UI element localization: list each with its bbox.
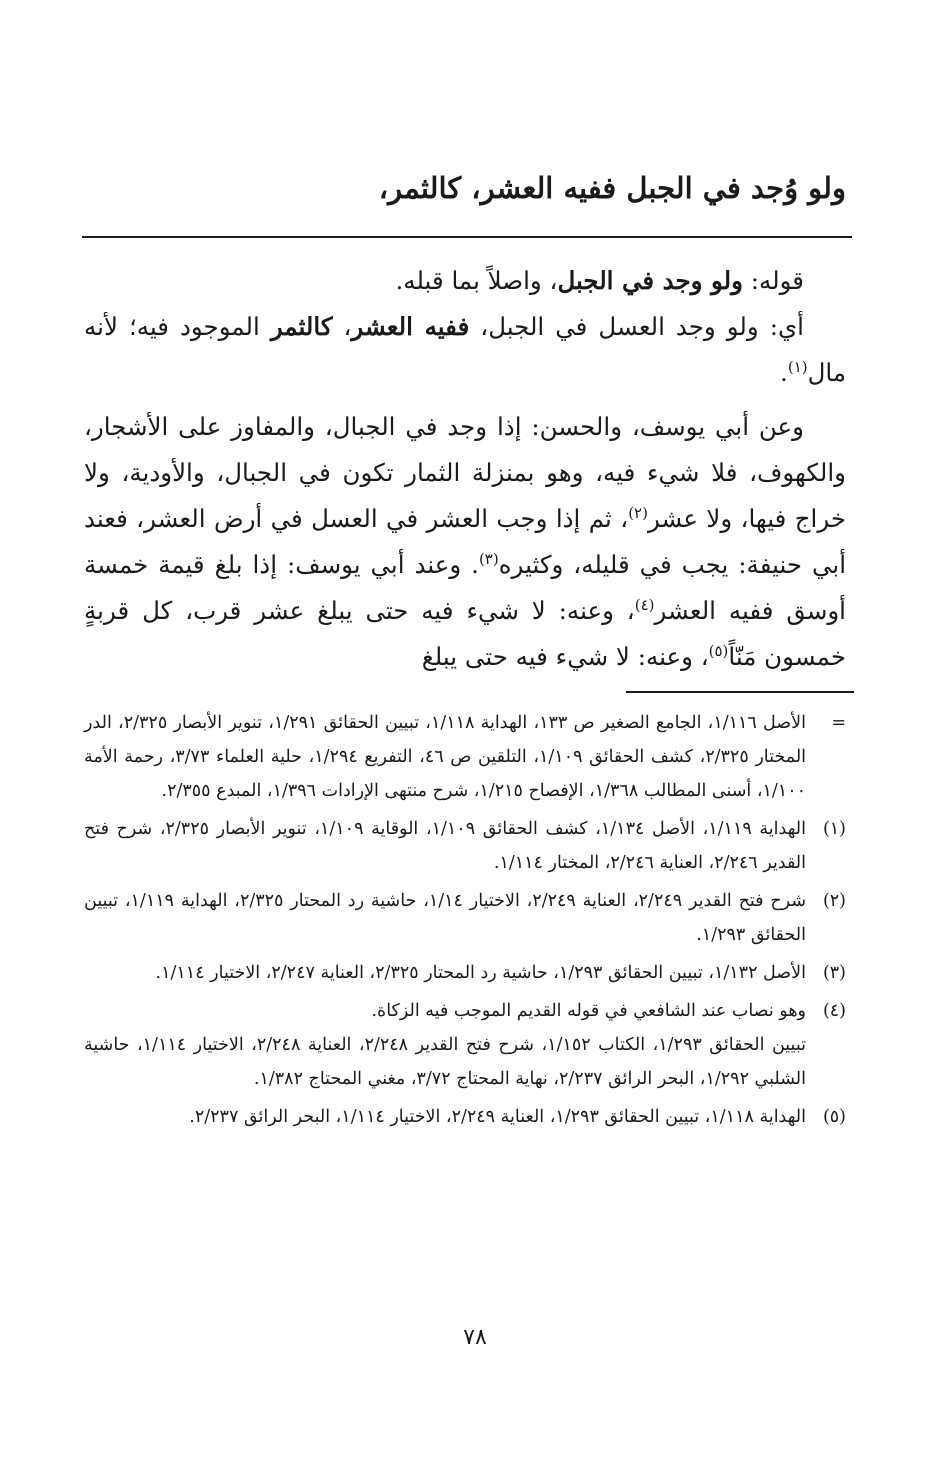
footnotes bbox=[84, 706, 846, 1138]
p1-quoted-phrase: ولو وجد في الجبل bbox=[557, 266, 743, 295]
p2-text-d: الموجود فيه؛ لأنه مال bbox=[84, 312, 846, 387]
footnote-mark: (٥) bbox=[822, 1107, 846, 1127]
p3-text-a: وعن أبي يوسف، والحسن: إذا وجد في الجبال، والمفاوز على الأشجار، والكهوف، فلا شيء فيه، وهو بمنزلة الثمار تكون في الجبال، والأودية، ولا خراج فيها، ولا عشر bbox=[84, 412, 847, 533]
footnote-sources: تبيين الحقائق ١/٢٩٣، الكتاب ١/١٥٢، شرح فتح القدير ٢/٢٤٨، العناية ٢/٢٤٨، الاختيار ١/١١٤، حاشية الشلبي ١/٢٩٢، البحر الرائق ٢/٢٣٧، نهاية المحتاج ٣/٧٢، مغني المحتاج ١/٣٨٢. bbox=[84, 1035, 806, 1089]
body-text bbox=[84, 258, 846, 680]
p3-text-d: ، وعنه: لا شيء فيه حتى يبلغ عشر قرب، كل قربةٍ خمسون مَنّاً bbox=[84, 596, 846, 671]
footnote-mark: (٢) bbox=[822, 891, 846, 911]
footnote-4 bbox=[84, 994, 846, 1096]
p1-text-c: ، واصلاً بما قبله. bbox=[395, 266, 558, 295]
paragraph-3 bbox=[84, 404, 846, 680]
p3-text-b: ، ثم إذا وجب العشر في العسل في أرض العشر، فعند أبي حنيفة: يجب في قليله، وكثيره bbox=[84, 504, 847, 579]
footnote-text bbox=[84, 994, 806, 1096]
footnote-mark: = bbox=[831, 713, 846, 733]
footnote-ref-5[interactable]: (٥) bbox=[708, 641, 729, 660]
footnote-ref-2[interactable]: (٢) bbox=[628, 503, 648, 522]
p2-text-a: أي: ولو وجد العسل في الجبل، bbox=[469, 312, 804, 341]
footnote-mark: (٣) bbox=[822, 963, 846, 983]
p2-text-e: . bbox=[780, 358, 788, 387]
footnote-text: الأصل ١/١٣٢، تبيين الحقائق ١/٢٩٣، حاشية رد المحتار ٢/٣٢٥، العناية ٢/٢٤٧، الاختيار ١/١١٤. bbox=[155, 963, 806, 983]
page-number: ٧٨ bbox=[463, 1325, 487, 1350]
p3-text-c: . وعند أبي يوسف: إذا بلغ قيمة خمسة أوسق ففيه العشر bbox=[84, 550, 846, 625]
footnote-text: الأصل ١/١١٦، الجامع الصغير ص ١٣٣، الهداية ١/١١٨، تبيين الحقائق ١/٢٩١، تنوير الأبصار ٢/٣٢٥، الدر المختار ٢/٣٢٥، كشف الحقائق ١/١٠٩، التلقين ص ٤٦، التفريع ١/٢٩٤، حلية العلماء ٣/٧٣، رحمة الأمة ١/١٠٠، أسنى المطالب ١/٣٦٨، الإفصاح ١/٢١٥، شرح منتهى الإرادات ١/٣٩٦، المبدع ٢/٣٥٥. bbox=[84, 713, 807, 801]
footnote-text: الهداية ١/١١٨، تبيين الحقائق ١/٢٩٣، العناية ٢/٢٤٩، الاختيار ١/١١٤، البحر الرائق ٢/٢٣٧. bbox=[189, 1107, 806, 1127]
p3-text-e: ، وعنه: لا شيء فيه حتى يبلغ bbox=[421, 642, 709, 671]
p2-quoted-phrase-2: كالثمر bbox=[270, 312, 333, 341]
footnote-1 bbox=[84, 812, 846, 880]
p1-text-a: قوله: bbox=[742, 266, 804, 295]
footnote-continued bbox=[84, 706, 846, 808]
paragraph-2 bbox=[84, 304, 846, 396]
section-heading: ولو وُجد في الجبل ففيه العشر، كالثمر، bbox=[378, 171, 846, 205]
footnote-text: شرح فتح القدير ٢/٢٤٩، العناية ٢/٢٤٩، الاختيار ١/١٤، حاشية رد المحتار ٢/٣٢٥، الهداية ١/١١٩، تبيين الحقائق ١/٢٩٣. bbox=[84, 891, 807, 945]
footnote-rule bbox=[626, 691, 854, 693]
footnote-ref-1[interactable]: (١) bbox=[787, 357, 808, 376]
footnote-note-line: وهو نصاب عند الشافعي في قوله القديم الموجب فيه الزكاة. bbox=[371, 1001, 806, 1021]
header-rule bbox=[82, 236, 852, 238]
footnote-ref-4[interactable]: (٤) bbox=[634, 595, 655, 614]
footnote-mark: (٤) bbox=[822, 1001, 846, 1021]
footnote-2 bbox=[84, 884, 846, 952]
footnote-mark: (١) bbox=[822, 819, 846, 839]
paragraph-1 bbox=[84, 258, 846, 304]
footnote-text: الهداية ١/١١٩، الأصل ١/١٣٤، كشف الحقائق ١/١٠٩، الوقاية ١/١٠٩، تنوير الأبصار ٢/٣٢٥، شرح فتح القدير ٢/٢٤٦، العناية ٢/٢٤٦، المختار ١/١١٤. bbox=[84, 819, 806, 873]
p2-text-c: ، bbox=[332, 312, 352, 341]
footnote-5 bbox=[84, 1100, 846, 1134]
footnote-3 bbox=[84, 956, 846, 990]
footnote-ref-3[interactable]: (٣) bbox=[478, 549, 499, 568]
p2-quoted-phrase-1: ففيه العشر bbox=[351, 312, 470, 341]
